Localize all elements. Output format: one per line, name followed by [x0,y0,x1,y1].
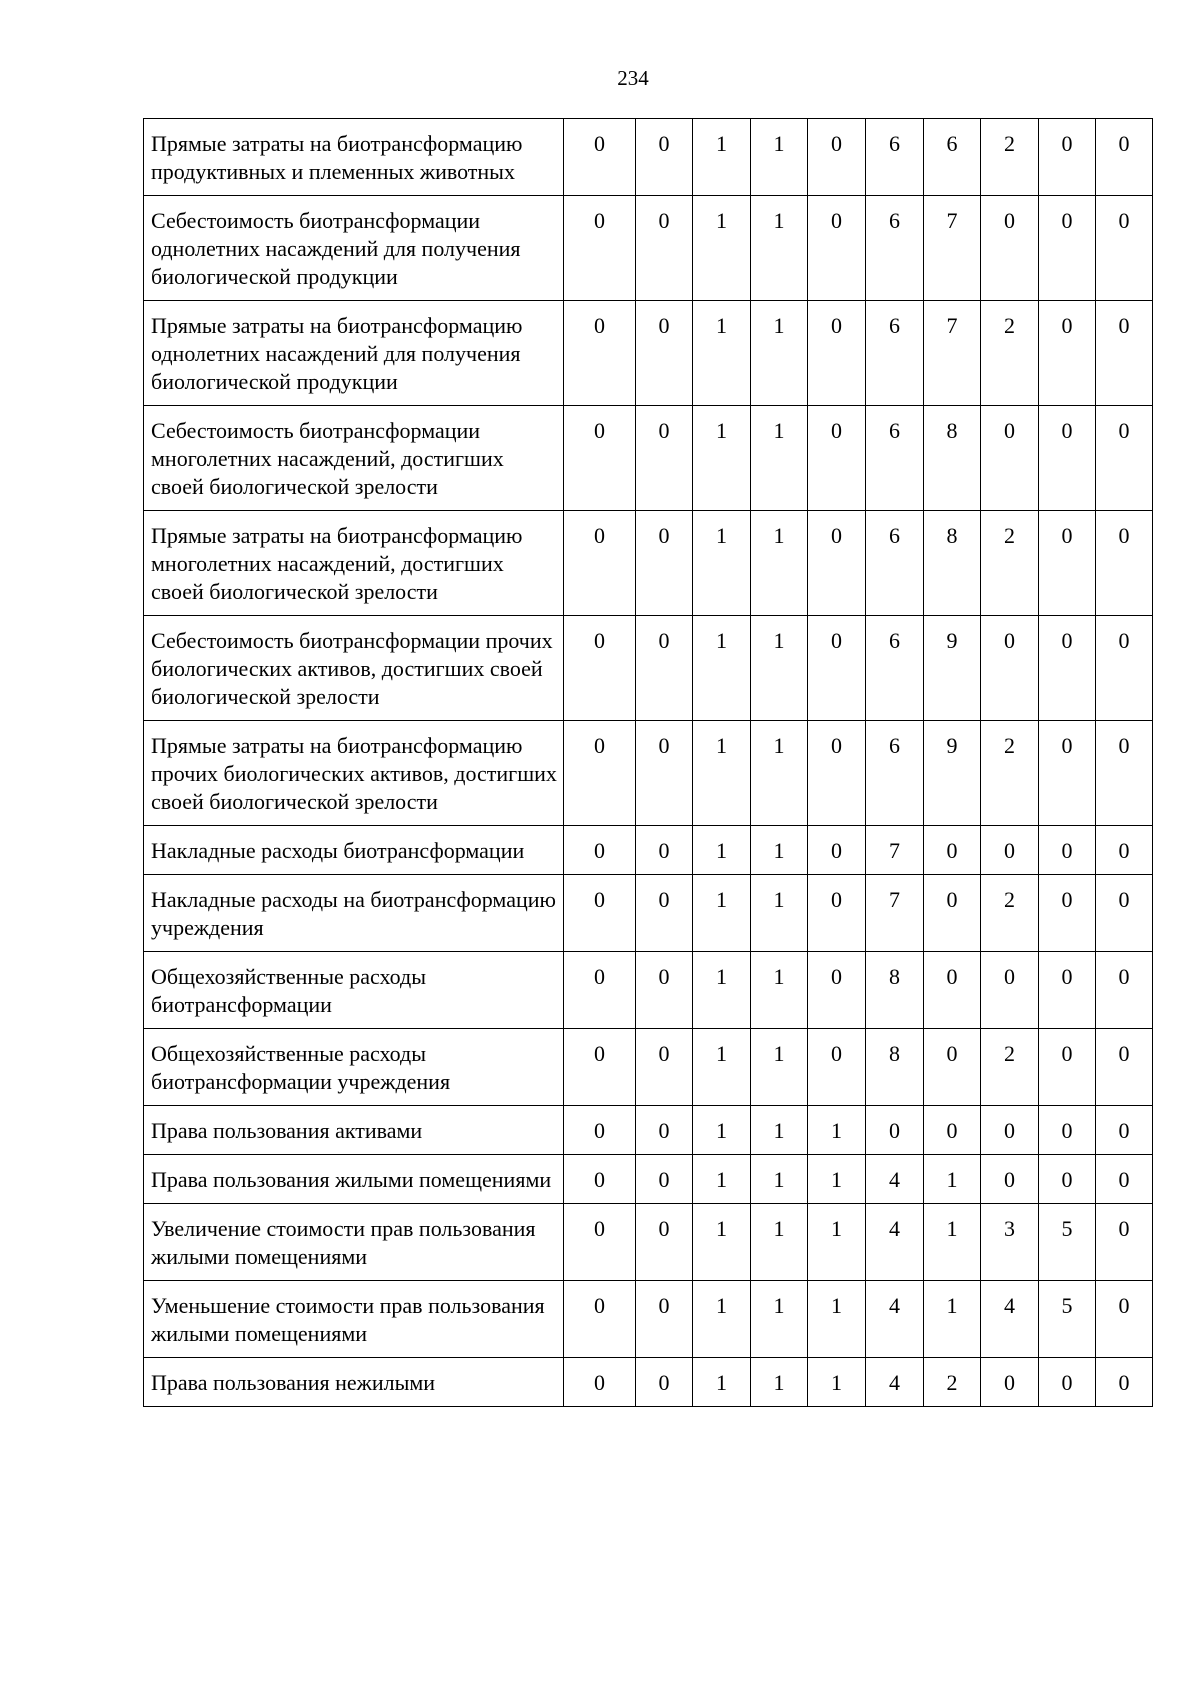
code-digit-cell: 8 [866,1029,924,1106]
code-digit-cell: 1 [693,406,751,511]
code-digit-cell: 0 [981,196,1039,301]
code-digit-cell: 0 [564,406,636,511]
code-digit-cell: 4 [866,1155,924,1204]
code-digit-cell: 0 [808,875,866,952]
code-digit-cell: 0 [564,119,636,196]
code-digit-cell: 0 [981,826,1039,875]
code-digit-cell: 4 [866,1281,924,1358]
code-digit-cell: 0 [564,875,636,952]
code-digit-cell: 5 [1039,1281,1096,1358]
code-digit-cell: 6 [866,616,924,721]
code-digit-cell: 0 [636,406,693,511]
code-digit-cell: 0 [1096,875,1153,952]
code-digit-cell: 0 [636,511,693,616]
code-digit-cell: 1 [693,1358,751,1407]
code-digit-cell: 1 [693,119,751,196]
code-digit-cell: 0 [1096,406,1153,511]
code-digit-cell: 0 [1039,952,1096,1029]
code-digit-cell: 1 [751,826,808,875]
code-digit-cell: 0 [636,1358,693,1407]
table-row [144,196,1153,301]
code-digit-cell: 1 [693,721,751,826]
table-row [144,826,1153,875]
code-digit-cell: 1 [693,1155,751,1204]
code-digit-cell: 0 [564,952,636,1029]
table-row [144,301,1153,406]
table-row [144,875,1153,952]
code-digit-cell: 0 [1039,721,1096,826]
table-row [144,1281,1153,1358]
code-digit-cell: 1 [693,1106,751,1155]
code-digit-cell: 0 [1039,1029,1096,1106]
code-digit-cell: 1 [924,1204,981,1281]
code-digit-cell: 1 [693,616,751,721]
account-name-cell: Прямые затраты на биотрансформацию прочих биологических активов, достигших своей биологической зрелости [144,721,564,826]
code-digit-cell: 1 [693,826,751,875]
code-digit-cell: 7 [924,301,981,406]
code-digit-cell: 6 [924,119,981,196]
code-digit-cell: 0 [981,1155,1039,1204]
code-digit-cell: 0 [924,1029,981,1106]
code-digit-cell: 0 [636,1106,693,1155]
code-digit-cell: 0 [564,1106,636,1155]
table-row [144,721,1153,826]
code-digit-cell: 0 [808,406,866,511]
page-number: 234 [617,66,649,90]
code-digit-cell: 9 [924,721,981,826]
code-digit-cell: 1 [751,119,808,196]
code-digit-cell: 0 [808,616,866,721]
code-digit-cell: 0 [866,1106,924,1155]
code-digit-cell: 0 [1039,406,1096,511]
account-codes-table [143,118,1153,1407]
code-digit-cell: 1 [808,1106,866,1155]
code-digit-cell: 0 [1096,721,1153,826]
code-digit-cell: 0 [564,301,636,406]
code-digit-cell: 0 [808,119,866,196]
code-digit-cell: 0 [564,511,636,616]
code-digit-cell: 0 [1096,1029,1153,1106]
code-digit-cell: 1 [751,1358,808,1407]
code-digit-cell: 0 [564,1281,636,1358]
code-digit-cell: 0 [1096,301,1153,406]
code-digit-cell: 0 [808,511,866,616]
code-digit-cell: 0 [564,826,636,875]
account-name-cell: Права пользования жилыми помещениями [144,1155,564,1204]
table-row [144,616,1153,721]
code-digit-cell: 6 [866,196,924,301]
account-name-cell: Прямые затраты на биотрансформацию многолетних насаждений, достигших своей биологической зрелости [144,511,564,616]
account-name-cell: Себестоимость биотрансформации однолетних насаждений для получения биологической продукции [144,196,564,301]
code-digit-cell: 1 [751,511,808,616]
account-name-cell: Права пользования нежилыми [144,1358,564,1407]
code-digit-cell: 1 [808,1358,866,1407]
account-name-cell: Прямые затраты на биотрансформацию продуктивных и племенных животных [144,119,564,196]
table-row [144,406,1153,511]
code-digit-cell: 0 [981,1106,1039,1155]
code-digit-cell: 0 [1096,1204,1153,1281]
code-digit-cell: 8 [866,952,924,1029]
code-digit-cell: 1 [693,1204,751,1281]
code-digit-cell: 0 [1096,1358,1153,1407]
code-digit-cell: 0 [808,826,866,875]
code-digit-cell: 1 [693,1029,751,1106]
code-digit-cell: 0 [564,721,636,826]
code-digit-cell: 0 [564,616,636,721]
code-digit-cell: 1 [751,1106,808,1155]
code-digit-cell: 1 [693,511,751,616]
account-name-cell: Общехозяйственные расходы биотрансформации [144,952,564,1029]
code-digit-cell: 8 [924,511,981,616]
code-digit-cell: 5 [1039,1204,1096,1281]
code-digit-cell: 7 [924,196,981,301]
table-row [144,511,1153,616]
code-digit-cell: 7 [866,875,924,952]
code-digit-cell: 0 [636,875,693,952]
code-digit-cell: 0 [924,826,981,875]
code-digit-cell: 0 [1096,196,1153,301]
code-digit-cell: 1 [751,1029,808,1106]
code-digit-cell: 2 [981,721,1039,826]
code-digit-cell: 0 [564,196,636,301]
code-digit-cell: 0 [1039,1155,1096,1204]
account-name-cell: Права пользования активами [144,1106,564,1155]
account-name-cell: Себестоимость биотрансформации многолетних насаждений, достигших своей биологической зрелости [144,406,564,511]
account-name-cell: Общехозяйственные расходы биотрансформации учреждения [144,1029,564,1106]
code-digit-cell: 7 [866,826,924,875]
code-digit-cell: 0 [924,952,981,1029]
code-digit-cell: 3 [981,1204,1039,1281]
table-row [144,1155,1153,1204]
table-body [144,119,1153,1407]
code-digit-cell: 0 [636,1281,693,1358]
code-digit-cell: 0 [1096,1155,1153,1204]
code-digit-cell: 6 [866,511,924,616]
code-digit-cell: 1 [924,1155,981,1204]
code-digit-cell: 0 [636,1029,693,1106]
code-digit-cell: 0 [808,196,866,301]
code-digit-cell: 0 [808,1029,866,1106]
code-digit-cell: 0 [1039,875,1096,952]
code-digit-cell: 0 [808,301,866,406]
code-digit-cell: 1 [751,406,808,511]
code-digit-cell: 0 [1039,301,1096,406]
code-digit-cell: 2 [981,511,1039,616]
code-digit-cell: 1 [751,301,808,406]
code-digit-cell: 1 [924,1281,981,1358]
code-digit-cell: 0 [981,952,1039,1029]
code-digit-cell: 0 [636,196,693,301]
code-digit-cell: 4 [981,1281,1039,1358]
code-digit-cell: 0 [636,1155,693,1204]
code-digit-cell: 2 [924,1358,981,1407]
code-digit-cell: 1 [693,301,751,406]
code-digit-cell: 0 [1039,119,1096,196]
code-digit-cell: 0 [1096,1106,1153,1155]
code-digit-cell: 1 [751,1204,808,1281]
code-digit-cell: 1 [693,196,751,301]
account-name-cell: Прямые затраты на биотрансформацию однолетних насаждений для получения биологической продукции [144,301,564,406]
account-name-cell: Накладные расходы на биотрансформацию учреждения [144,875,564,952]
account-name-cell: Накладные расходы биотрансформации [144,826,564,875]
code-digit-cell: 0 [636,826,693,875]
code-digit-cell: 2 [981,301,1039,406]
code-digit-cell: 1 [693,952,751,1029]
code-digit-cell: 6 [866,119,924,196]
code-digit-cell: 2 [981,1029,1039,1106]
code-digit-cell: 0 [564,1358,636,1407]
code-digit-cell: 1 [751,1155,808,1204]
code-digit-cell: 1 [808,1204,866,1281]
code-digit-cell: 1 [693,1281,751,1358]
code-digit-cell: 1 [751,875,808,952]
account-name-cell: Себестоимость биотрансформации прочих биологических активов, достигших своей биологической зрелости [144,616,564,721]
code-digit-cell: 0 [1096,511,1153,616]
code-digit-cell: 1 [751,1281,808,1358]
code-digit-cell: 4 [866,1204,924,1281]
code-digit-cell: 0 [636,952,693,1029]
code-digit-cell: 0 [636,721,693,826]
table-row [144,1204,1153,1281]
code-digit-cell: 1 [808,1155,866,1204]
account-name-cell: Увеличение стоимости прав пользования жилыми помещениями [144,1204,564,1281]
table-row [144,1106,1153,1155]
table-row [144,1358,1153,1407]
code-digit-cell: 1 [808,1281,866,1358]
code-digit-cell: 1 [693,875,751,952]
code-digit-cell: 0 [636,301,693,406]
code-digit-cell: 0 [981,616,1039,721]
code-digit-cell: 0 [924,1106,981,1155]
code-digit-cell: 0 [636,616,693,721]
code-digit-cell: 0 [1096,1281,1153,1358]
code-digit-cell: 0 [808,952,866,1029]
code-digit-cell: 0 [564,1029,636,1106]
code-digit-cell: 1 [751,196,808,301]
code-digit-cell: 0 [1096,119,1153,196]
table-row [144,952,1153,1029]
code-digit-cell: 1 [751,616,808,721]
code-digit-cell: 1 [751,952,808,1029]
code-digit-cell: 0 [1039,616,1096,721]
code-digit-cell: 0 [1039,1358,1096,1407]
code-digit-cell: 0 [981,406,1039,511]
table-row [144,1029,1153,1106]
code-digit-cell: 0 [1039,1106,1096,1155]
code-digit-cell: 9 [924,616,981,721]
account-name-cell: Уменьшение стоимости прав пользования жилыми помещениями [144,1281,564,1358]
table-row [144,119,1153,196]
code-digit-cell: 2 [981,119,1039,196]
code-digit-cell: 8 [924,406,981,511]
code-digit-cell: 0 [564,1155,636,1204]
code-digit-cell: 0 [808,721,866,826]
code-digit-cell: 1 [751,721,808,826]
code-digit-cell: 6 [866,406,924,511]
code-digit-cell: 0 [924,875,981,952]
code-digit-cell: 4 [866,1358,924,1407]
code-digit-cell: 0 [981,1358,1039,1407]
code-digit-cell: 0 [1039,511,1096,616]
code-digit-cell: 6 [866,301,924,406]
code-digit-cell: 0 [1096,952,1153,1029]
code-digit-cell: 2 [981,875,1039,952]
code-digit-cell: 0 [636,1204,693,1281]
code-digit-cell: 0 [1096,826,1153,875]
code-digit-cell: 0 [1039,826,1096,875]
code-digit-cell: 0 [1039,196,1096,301]
code-digit-cell: 0 [564,1204,636,1281]
code-digit-cell: 6 [866,721,924,826]
code-digit-cell: 0 [636,119,693,196]
code-digit-cell: 0 [1096,616,1153,721]
